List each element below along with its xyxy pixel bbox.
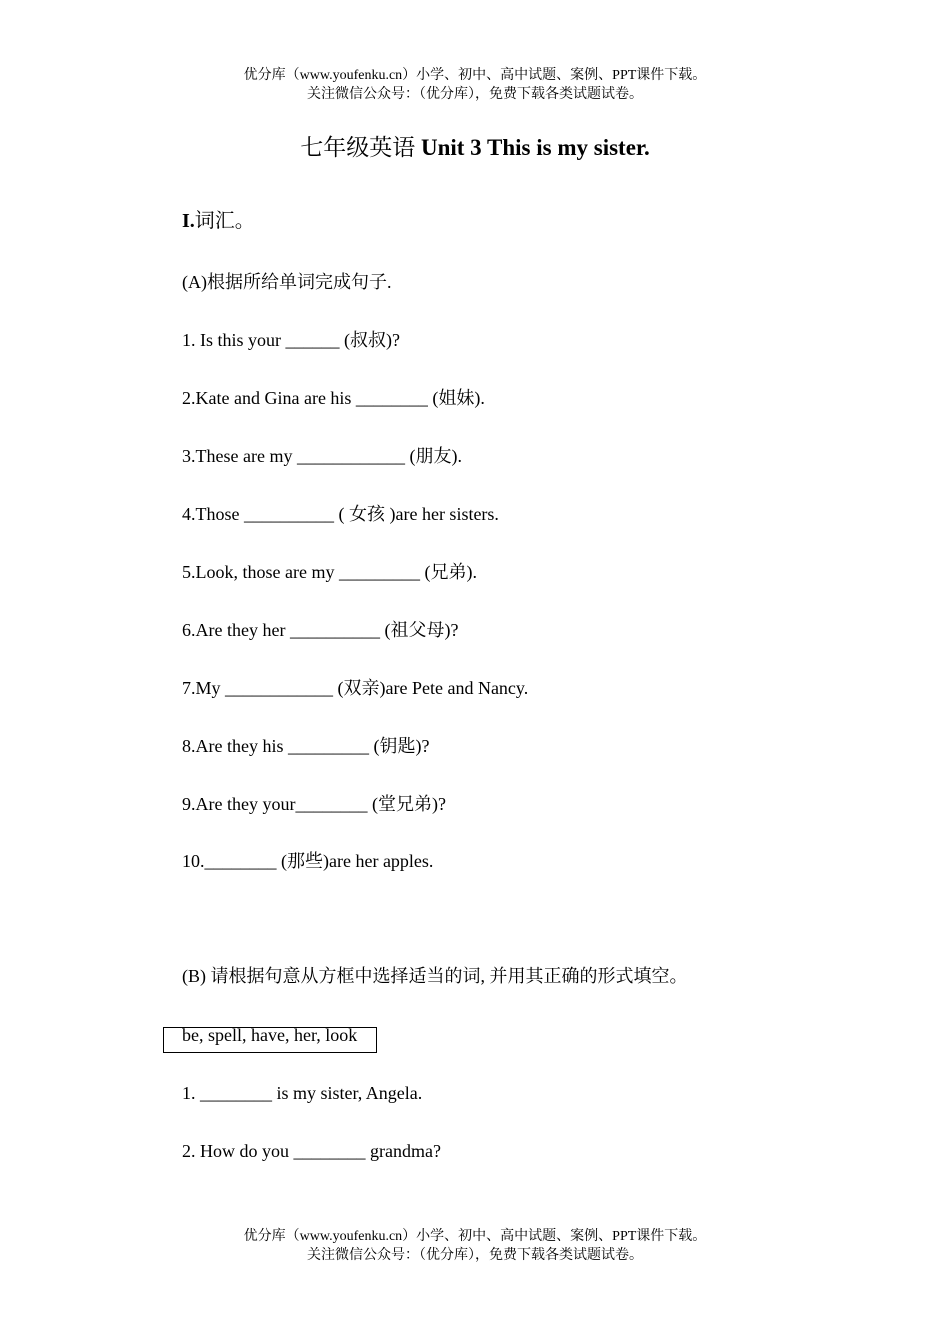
question-item: 10.________ (那些)are her apples. [182,851,434,871]
document-title [0,133,950,163]
part-a-instruction: (A)根据所给单词完成句子. [182,272,392,292]
question-item: 8.Are they his _________ (钥匙)? [182,736,430,756]
footer-line-1: 优分库（www.youfenku.cn）小学、初中、高中试题、案例、PPT课件下载。 [243,1229,707,1244]
footer-line-2: 关注微信公众号：（优分库），免费下载各类试题试卷。 [307,1248,643,1263]
question-item: 4.Those __________ ( 女孩 )are her sisters. [182,504,499,524]
question-item: 2. How do you ________ grandma? [182,1141,441,1161]
part-b-instruction: (B) 请根据句意从方框中选择适当的词, 并用其正确的形式填空。 [182,966,688,986]
header-line-1: 优分库（www.youfenku.cn）小学、初中、高中试题、案例、PPT课件下载。 [243,68,707,83]
word-box-text: be, spell, have, her, look [182,1025,358,1045]
question-item: 5.Look, those are my _________ (兄弟). [182,562,477,582]
question-item: 7.My ____________ (双亲)are Pete and Nancy. [182,678,529,698]
question-item: 6.Are they her __________ (祖父母)? [182,620,459,640]
title-en: Unit 3 This is my sister. [415,135,650,160]
question-item: 1. ________ is my sister, Angela. [182,1083,423,1103]
question-item: 3.These are my ____________ (朋友). [182,446,462,466]
title-cn: 七年级英语 [300,135,416,160]
section-label: 词汇。 [194,210,255,232]
question-item: 1. Is this your ______ (叔叔)? [182,330,400,350]
header-line-2: 关注微信公众号：（优分库），免费下载各类试题试卷。 [307,87,643,102]
section-heading-vocabulary [182,209,255,233]
section-number: I. [182,210,195,232]
question-item: 2.Kate and Gina are his ________ (姐妹). [182,388,485,408]
question-item: 9.Are they your________ (堂兄弟)? [182,794,446,814]
